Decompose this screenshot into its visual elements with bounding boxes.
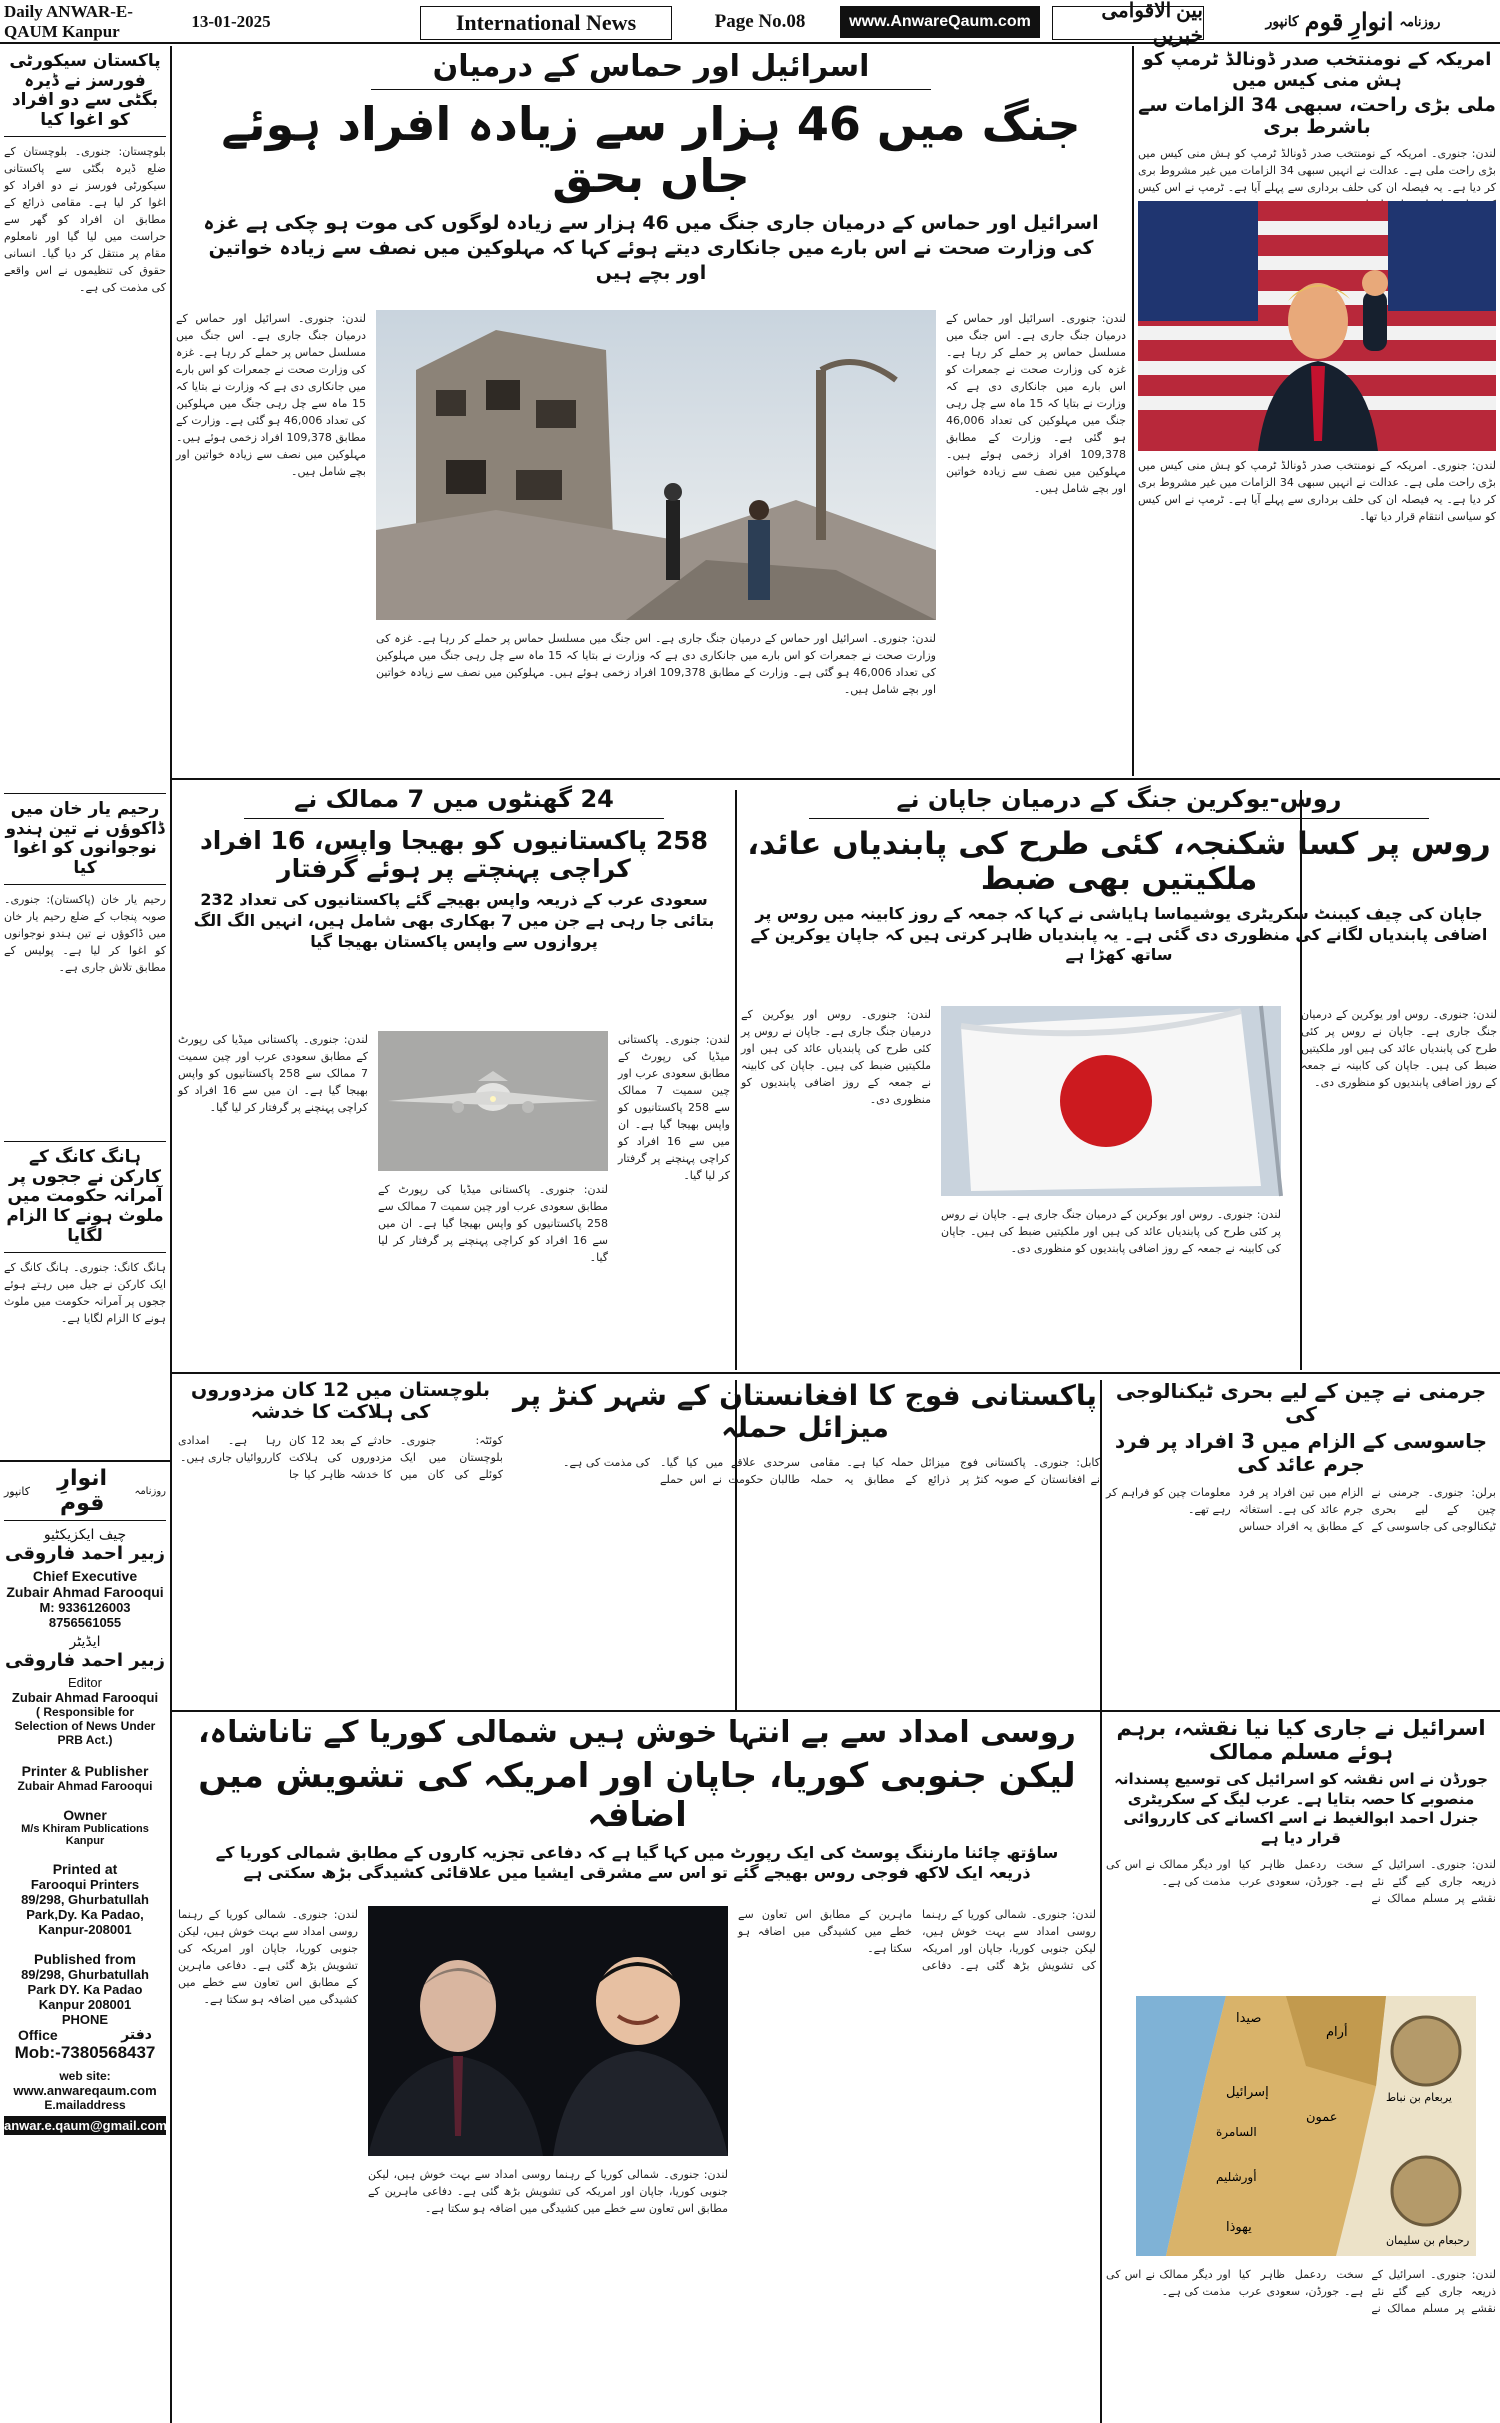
korea-body-right: لندن: جنوری۔ شمالی کوریا کے رہنما روسی امداد سے بہت خوش ہیں، لیکن جنوبی کوریا، جاپان اور امریکہ کی تشویش بڑھ گئی ہے۔ دفاعی ماہرین کے مطابق اس تعاون سے خطے میں کشیدگی میں اضافہ ہو سکتا ہے۔ (738, 1908, 1096, 1972)
left-story3-headline: ہانگ کانگ کے کارکن نے ججوں پر آمرانہ حکومت میں ملوث ہونے کا الزام لگایا (4, 1141, 166, 1253)
left-story3-body: ہانگ کانگ: جنوری۔ ہانگ کانگ کے ایک کارکن نے جیل میں رہتے ہوئے ججوں پر آمرانہ حکومت میں ملوث ہونے کا الزام لگایا ہے۔ (4, 1261, 166, 1326)
map-subhead: جورڈن نے اس نقشہ کو اسرائیل کی توسیع پسندانہ منصوبے کا حصہ بتایا ہے۔ عرب لیگ کے سکریٹری جنرل احمد ابوالغیط نے اسے اکسانے کی کارروائی قرار دیا ہے (1114, 1770, 1488, 1847)
greater-israel-map (1136, 1996, 1476, 2256)
left-story2-body: رحیم یار خان (پاکستان): جنوری۔ صوبہ پنجاب کے ضلع رحیم یار خان میں ڈاکوؤں نے تین ہندو نوجوانوں کو اغوا کر لیا ہے۔ پولیس کے مطابق تلاش جاری ہے۔ (4, 893, 166, 975)
saudi-body-right: لندن: جنوری۔ پاکستانی میڈیا کی رپورٹ کے مطابق سعودی عرب اور چین سمیت 7 ممالک سے 258 پاکستانیوں کو واپس بھیجا گیا ہے۔ ان میں سے 16 افراد کو کراچی پہنچنے پر گرفتار کر لیا گیا۔ (618, 1033, 731, 1182)
phone-2: 8756561055 (48, 1615, 122, 1630)
israel-body-bottom: لندن: جنوری۔ اسرائیل اور حماس کے درمیان جنگ جاری ہے۔ اس جنگ میں مسلسل حماس پر حملے کر رہا ہے۔ غزہ کی وزارت صحت نے جمعرات کو اس بارے میں جانکاری دی ہے کہ وزارت نے بتایا کہ 15 ماہ سے چل رہی جنگ میں مہلوکین کی تعداد 46,006 ہو گئی ہے۔ وزارت کے مطابق 109,378 افراد زخمی ہوئے ہیں۔ مہلوکین میں نصف سے زیادہ خواتین اور بچے شامل ہیں۔ (376, 632, 937, 696)
phone-1: M: 9336126003 (39, 1600, 131, 1615)
web-url[interactable]: www.anwareqaum.com (13, 2083, 157, 2098)
imprint-box (4, 1466, 166, 2421)
phone-label: PHONE (61, 2012, 109, 2027)
israel-map-story (1106, 1716, 1496, 2421)
map-label-judah: يهوذا (1226, 2220, 1252, 2235)
coin-label-2: رحبعام بن سليمان (1386, 2234, 1470, 2247)
germany-headline-2: جاسوسی کے الزام میں 3 افراد پر فرد جرم عائد کی (1114, 1429, 1488, 1476)
germany-headline-1: جرمنی نے چین کے لیے بحری ٹیکنالوجی کی (1115, 1379, 1487, 1426)
japan-body-right: لندن: جنوری۔ روس اور یوکرین کے درمیان جنگ جاری ہے۔ جاپان نے روس پر کئی طرح کی پابندیاں عائد کی ہیں اور ملکیتیں ضبط کی ہیں۔ جاپان کی کابینہ نے جمعہ کے روز اضافی پابندیوں کو منظوری دی۔ (1301, 1008, 1497, 1089)
japan-subhead: جاپان کی چیف کیبنٹ سکریٹری یوشیماسا ہایاشی نے کہا کہ جمعہ کے روز کابینہ میں روس پر اضافی پابندیاں لگانے کی منظوری دی گئی ہے۔ یہ پابندیاں ظاہر کرتی ہیں کہ جاپان یوکرین کے ساتھ کھڑا ہے (750, 903, 1488, 965)
map-body-bottom: لندن: جنوری۔ اسرائیل کے ذریعہ جاری کیے گئے نئے نقشے پر مسلم ممالک نے سخت ردعمل ظاہر کیا ہے۔ جورڈن، سعودی عرب اور دیگر ممالک نے اس کی مذمت کی ہے۔ (1106, 2268, 1496, 2315)
japan-body-bottom: لندن: جنوری۔ روس اور یوکرین کے درمیان جنگ جاری ہے۔ جاپان نے روس پر کئی طرح کی پابندیاں عائد کی ہیں اور ملکیتیں ضبط کی ہیں۔ جاپان کی کابینہ نے جمعہ کے روز اضافی پابندیوں کو منظوری دی۔ (941, 1208, 1281, 1255)
trump-story (1138, 50, 1496, 775)
korea-body-bottom: لندن: جنوری۔ شمالی کوریا کے رہنما روسی امداد سے بہت خوش ہیں، لیکن جنوبی کوریا، جاپان اور امریکہ کی تشویش بڑھ گئی ہے۔ دفاعی ماہرین کے مطابق اس تعاون سے خطے میں کشیدگی میں اضافہ ہو سکتا ہے۔ (368, 2168, 728, 2215)
coin-label-1: يربعام بن نباط (1386, 2091, 1452, 2104)
map-label-ammon: عمون (1306, 2110, 1338, 2125)
left-story1-body: بلوچستان: جنوری۔ بلوچستان کے ضلع ڈیرہ بگٹی سے پاکستانی سیکورٹی فورسز نے دو افراد کو اغوا کر لیا ہے۔ مقامی ذرائع کے مطابق ان افراد کو گھر سے حراست میں لیا گیا اور نامعلوم مقام پر منتقل کر دیا گیا۔ انسانی حقوق کی تنظیموں نے اس واقعے کی مذمت کی ہے۔ (4, 145, 166, 295)
page-number: Page No.08 (714, 11, 806, 32)
japan-flag-photo (941, 1006, 1281, 1196)
section-name: International News (420, 6, 672, 40)
email-label: E.mailaddress (44, 2098, 126, 2112)
urdu-daily: روزنامہ (1399, 14, 1441, 29)
israel-hamas-story (176, 50, 1126, 775)
office-label: Office (18, 2027, 58, 2043)
putin-kim-photo (368, 1906, 728, 2156)
chief-label-urdu: چیف ایکزیکٹیو (43, 1527, 127, 1543)
editor-name-urdu: زبیر احمد فاروقی (5, 1650, 165, 1671)
pak-afghan-story (510, 1380, 1100, 1705)
saudi-body-left: لندن: جنوری۔ پاکستانی میڈیا کی رپورٹ کے مطابق سعودی عرب اور چین سمیت 7 ممالک سے 258 پاکستانیوں کو واپس بھیجا گیا ہے۔ ان میں سے 16 افراد کو کراچی پہنچنے پر گرفتار کر لیا گیا۔ (178, 1033, 368, 1114)
israel-headline: جنگ میں 46 ہزار سے زیادہ افراد ہوئے جاں بحق (221, 96, 1081, 204)
editor-note: ( Responsible for Selection of News Under PRB Act.) (14, 1705, 156, 1747)
korea-body-left: لندن: جنوری۔ شمالی کوریا کے رہنما روسی امداد سے بہت خوش ہیں، لیکن جنوبی کوریا، جاپان اور امریکہ کی تشویش بڑھ گئی ہے۔ دفاعی ماہرین کے مطابق اس تعاون سے خطے میں کشیدگی میں اضافہ ہو سکتا ہے۔ (178, 1908, 358, 2006)
imprint-city: کانپور (4, 1484, 30, 1498)
editor-name: Zubair Ahmad Farooqui (11, 1690, 159, 1705)
website-label[interactable]: www.AnwareQaum.com (840, 6, 1040, 38)
gaza-rubble-photo (376, 310, 936, 620)
published-label: Published from (34, 1951, 136, 1967)
trump-headline-1: امریکہ کے نومنتخب صدر ڈونالڈ ٹرمپ کو ہش منی کیس میں (1142, 49, 1492, 91)
imprint-title: انوارِ قوم (57, 1466, 108, 1516)
korea-story (178, 1716, 1096, 2421)
japan-story (741, 786, 1497, 1366)
airplane-photo (378, 1031, 608, 1171)
trump-photo (1138, 201, 1496, 451)
korea-subhead: ساؤتھ چائنا مارننگ پوسٹ کی ایک رپورٹ میں کہا گیا ہے کہ دفاعی تجزیہ کاروں کے مطابق شمالی کوریا کے ذریعہ ایک لاکھ فوجی روس بھیجے گئے تو اس سے مشرقی ایشیا میں علاقائی کشیدگی بڑھ سکتی ہے (215, 1842, 1059, 1883)
map-label-samaria: السامرة (1216, 2125, 1257, 2139)
israel-kicker: اسرائیل اور حماس کے درمیان (371, 50, 931, 90)
editor-label-urdu: ایڈیٹر (69, 1634, 101, 1650)
japan-headline: روس پر کسا شکنجہ، کئی طرح کی پابندیاں عائد، ملکیتیں بھی ضبط (747, 825, 1491, 898)
email-address[interactable]: anwar.e.qaum@gmail.com (4, 2118, 167, 2133)
map-label-jerusalem: أورشليم (1216, 2170, 1257, 2184)
korea-headline-1: روسی امداد سے بے انتہا خوش ہیں شمالی کوریا کے تاناشاہ، (198, 1715, 1076, 1750)
web-label: web site: (59, 2069, 111, 2083)
printer-name: Zubair Ahmad Farooqui (17, 1779, 153, 1793)
issue-date: 13-01-2025 (191, 12, 271, 31)
map-headline: اسرائیل نے جاری کیا نیا نقشہ، برہم ہوئے مسلم ممالک (1116, 1716, 1486, 1765)
pak-afghan-body: کابل: جنوری۔ پاکستانی فوج نے افغانستان کے صوبہ کنڑ پر میزائل حملہ کیا ہے۔ مقامی ذرائع کے مطابق یہ حملہ سرحدی علاقے میں کیا گیا۔ طالبان حکومت نے اس حملے کی مذمت کی ہے۔ (563, 1456, 1100, 1487)
owner-name: M/s Khiram Publications Kanpur (21, 1823, 149, 1847)
saudi-subhead: سعودی عرب کے ذریعہ واپس بھیجے گئے پاکستانیوں کی تعداد 232 بتائی جا رہی ہے جن میں 7 بھکاری بھی شامل ہیں، انہیں الگ الگ پروازوں سے واپس پاکستان بھیجا گیا (193, 890, 715, 951)
left-column (4, 52, 166, 1457)
japan-body-left: لندن: جنوری۔ روس اور یوکرین کے درمیان جنگ جاری ہے۔ جاپان نے روس پر کئی طرح کی پابندیاں عائد کی ہیں اور ملکیتیں ضبط کی ہیں۔ جاپان کی کابینہ نے جمعہ کے روز اضافی پابندیوں کو منظوری دی۔ (741, 1008, 931, 1106)
map-body-top: لندن: جنوری۔ اسرائیل کے ذریعہ جاری کیے گئے نئے نقشے پر مسلم ممالک نے سخت ردعمل ظاہر کیا ہے۔ جورڈن، سعودی عرب اور دیگر ممالک نے اس کی مذمت کی ہے۔ (1106, 1858, 1496, 1906)
published-text: 89/298, Ghurbatullah Park DY. Ka Padao Kanpur 208001 (21, 1967, 149, 2012)
mobile-number: Mob:-7380568437 (14, 2043, 156, 2062)
balochistan-body: کوئٹہ: جنوری۔ بلوچستان میں ایک کوئلے کی کان میں حادثے کے بعد 12 کان مزدوروں کی ہلاکت کا خدشہ ظاہر کیا جا رہا ہے۔ امدادی کارروائیاں جاری ہیں۔ (178, 1433, 503, 1481)
pak-afghan-headline: پاکستانی فوج کا افغانستان کے شہر کنڑ پر میزائل حملہ (513, 1379, 1097, 1445)
chief-name: Zubair Ahmad Farooqui (6, 1584, 164, 1600)
balochistan-headline: بلوچستان میں 12 کان مزدوروں کی ہلاکت کا خدشہ (191, 1379, 490, 1423)
office-urdu: دفتر (121, 2027, 152, 2043)
left-story2-headline: رحیم یار خان میں ڈاکوؤں نے تین ہندو نوجوانوں کو اغوا کیا (4, 793, 166, 885)
israel-body-left: لندن: جنوری۔ اسرائیل اور حماس کے درمیان جنگ جاری ہے۔ اس جنگ میں مسلسل حماس پر حملے کر رہا ہے۔ غزہ کی وزارت صحت نے جمعرات کو اس بارے میں جانکاری دی ہے کہ وزارت نے بتایا کہ 15 ماہ سے چل رہی جنگ میں مہلوکین کی تعداد 46,006 ہو گئی ہے۔ وزارت کے مطابق 109,378 افراد زخمی ہوئے ہیں۔ مہلوکین میں نصف سے زیادہ خواتین اور بچے شامل ہیں۔ (176, 312, 367, 478)
map-label-saida: صيدا (1236, 2011, 1262, 2026)
saudi-body-bottom: لندن: جنوری۔ پاکستانی میڈیا کی رپورٹ کے مطابق سعودی عرب اور چین سمیت 7 ممالک سے 258 پاکستانیوں کو واپس بھیجا گیا ہے۔ ان میں سے 16 افراد کو کراچی پہنچنے پر گرفتار کر لیا گیا۔ (378, 1183, 608, 1264)
trump-body: لندن: جنوری۔ امریکہ کے نومنتخب صدر ڈونالڈ ٹرمپ کو ہش منی کیس میں بڑی راحت ملی ہے۔ عدالت نے انہیں سبھی 34 الزامات میں غیر مشروط بری کر دیا ہے۔ یہ فیصلہ ان کی حلف برداری سے پہلے آیا ہے۔ ٹرمپ نے اس کیس کو سیاسی انتقام قرار دیا تھا۔ (1138, 459, 1496, 524)
urdu-city: کانپور (1265, 14, 1299, 30)
trump-headline-2: ملی بڑی راحت، سبھی 34 الزامات سے باشرط بری (1138, 94, 1496, 139)
japan-kicker: روس-یوکرین جنگ کے درمیان جاپان نے (809, 786, 1429, 819)
map-label-israel: إسرائيل (1226, 2085, 1269, 2100)
office-row (4, 2027, 166, 2043)
korea-headline-2: لیکن جنوبی کوریا، جاپان اور امریکہ کی تشویش میں اضافہ (198, 1755, 1076, 1835)
israel-subhead: اسرائیل اور حماس کے درمیان جاری جنگ میں 46 ہزار سے زیادہ لوگوں کی موت ہو چکی ہے غزہ کی وزارت صحت نے اس بارے میں جانکاری دیتے ہوئے کہا کہ مہلوکین میں نصف سے زیادہ خواتین اور بچے ہیں (203, 212, 1099, 284)
printed-text: Farooqui Printers 89/298, Ghurbatullah Park,Dy. Ka Padao, Kanpur-208001 (21, 1877, 149, 1937)
balochistan-story (178, 1380, 503, 1705)
masthead (0, 0, 1500, 47)
imprint-daily: روزنامہ (134, 1485, 166, 1497)
owner-label: Owner (63, 1807, 107, 1823)
imprint-masthead (4, 1466, 166, 1521)
urdu-masthead (1210, 6, 1496, 38)
map-label-aram: أرام (1326, 2025, 1348, 2040)
trump-body-top: لندن: جنوری۔ امریکہ کے نومنتخب صدر ڈونالڈ ٹرمپ کو ہش منی کیس میں بڑی راحت ملی ہے۔ عدالت نے انہیں سبھی 34 الزامات میں غیر مشروط بری کر دیا ہے۔ یہ فیصلہ ان کی حلف برداری سے پہلے آیا ہے۔ ٹرمپ نے اس کیس (1138, 147, 1496, 195)
daily-label: Daily ANWAR-E-QAUM Kanpur (4, 2, 133, 41)
chief-label: Chief Executive (32, 1568, 138, 1584)
urdu-section-name: بین الاقوامی خبریں (1052, 6, 1204, 40)
left-story1-headline: پاکستان سیکورٹی فورسز نے ڈیرہ بگٹی سے دو افراد کو اغوا کیا (4, 52, 166, 137)
israel-body-right: لندن: جنوری۔ اسرائیل اور حماس کے درمیان جنگ جاری ہے۔ اس جنگ میں مسلسل حماس پر حملے کر رہا ہے۔ غزہ کی وزارت صحت نے جمعرات کو اس بارے میں جانکاری دی ہے کہ وزارت نے بتایا کہ 15 ماہ سے چل رہی جنگ میں مہلوکین کی تعداد 46,006 ہو گئی ہے۔ وزارت کے مطابق 109,378 افراد زخمی ہوئے ہیں۔ مہلوکین میں نصف سے زیادہ خواتین اور بچے شامل ہیں۔ (946, 312, 1126, 495)
saudi-kicker: 24 گھنٹوں میں 7 ممالک نے (244, 786, 664, 819)
germany-story (1106, 1380, 1496, 1705)
printer-label: Printer & Publisher (21, 1763, 149, 1779)
saudi-headline: 258 پاکستانیوں کو بھیجا واپس، 16 افراد کراچی پہنچتے پر ہوئے گرفتار (199, 825, 709, 884)
germany-body: برلن: جنوری۔ جرمنی نے چین کے لیے بحری ٹیکنالوجی کی جاسوسی کے الزام میں تین افراد پر فرد جرم عائد کی ہے۔ استغاثہ کے مطابق یہ افراد حساس معلومات چین کو فراہم کر رہے تھے۔ (1106, 1486, 1496, 1533)
editor-label: Editor (68, 1675, 102, 1690)
urdu-title: انوارِ قوم (1304, 9, 1394, 36)
chief-name-urdu: زبیر احمد فاروقی (5, 1543, 165, 1564)
saudi-deport-story (178, 786, 730, 1366)
printed-label: Printed at (52, 1861, 118, 1877)
